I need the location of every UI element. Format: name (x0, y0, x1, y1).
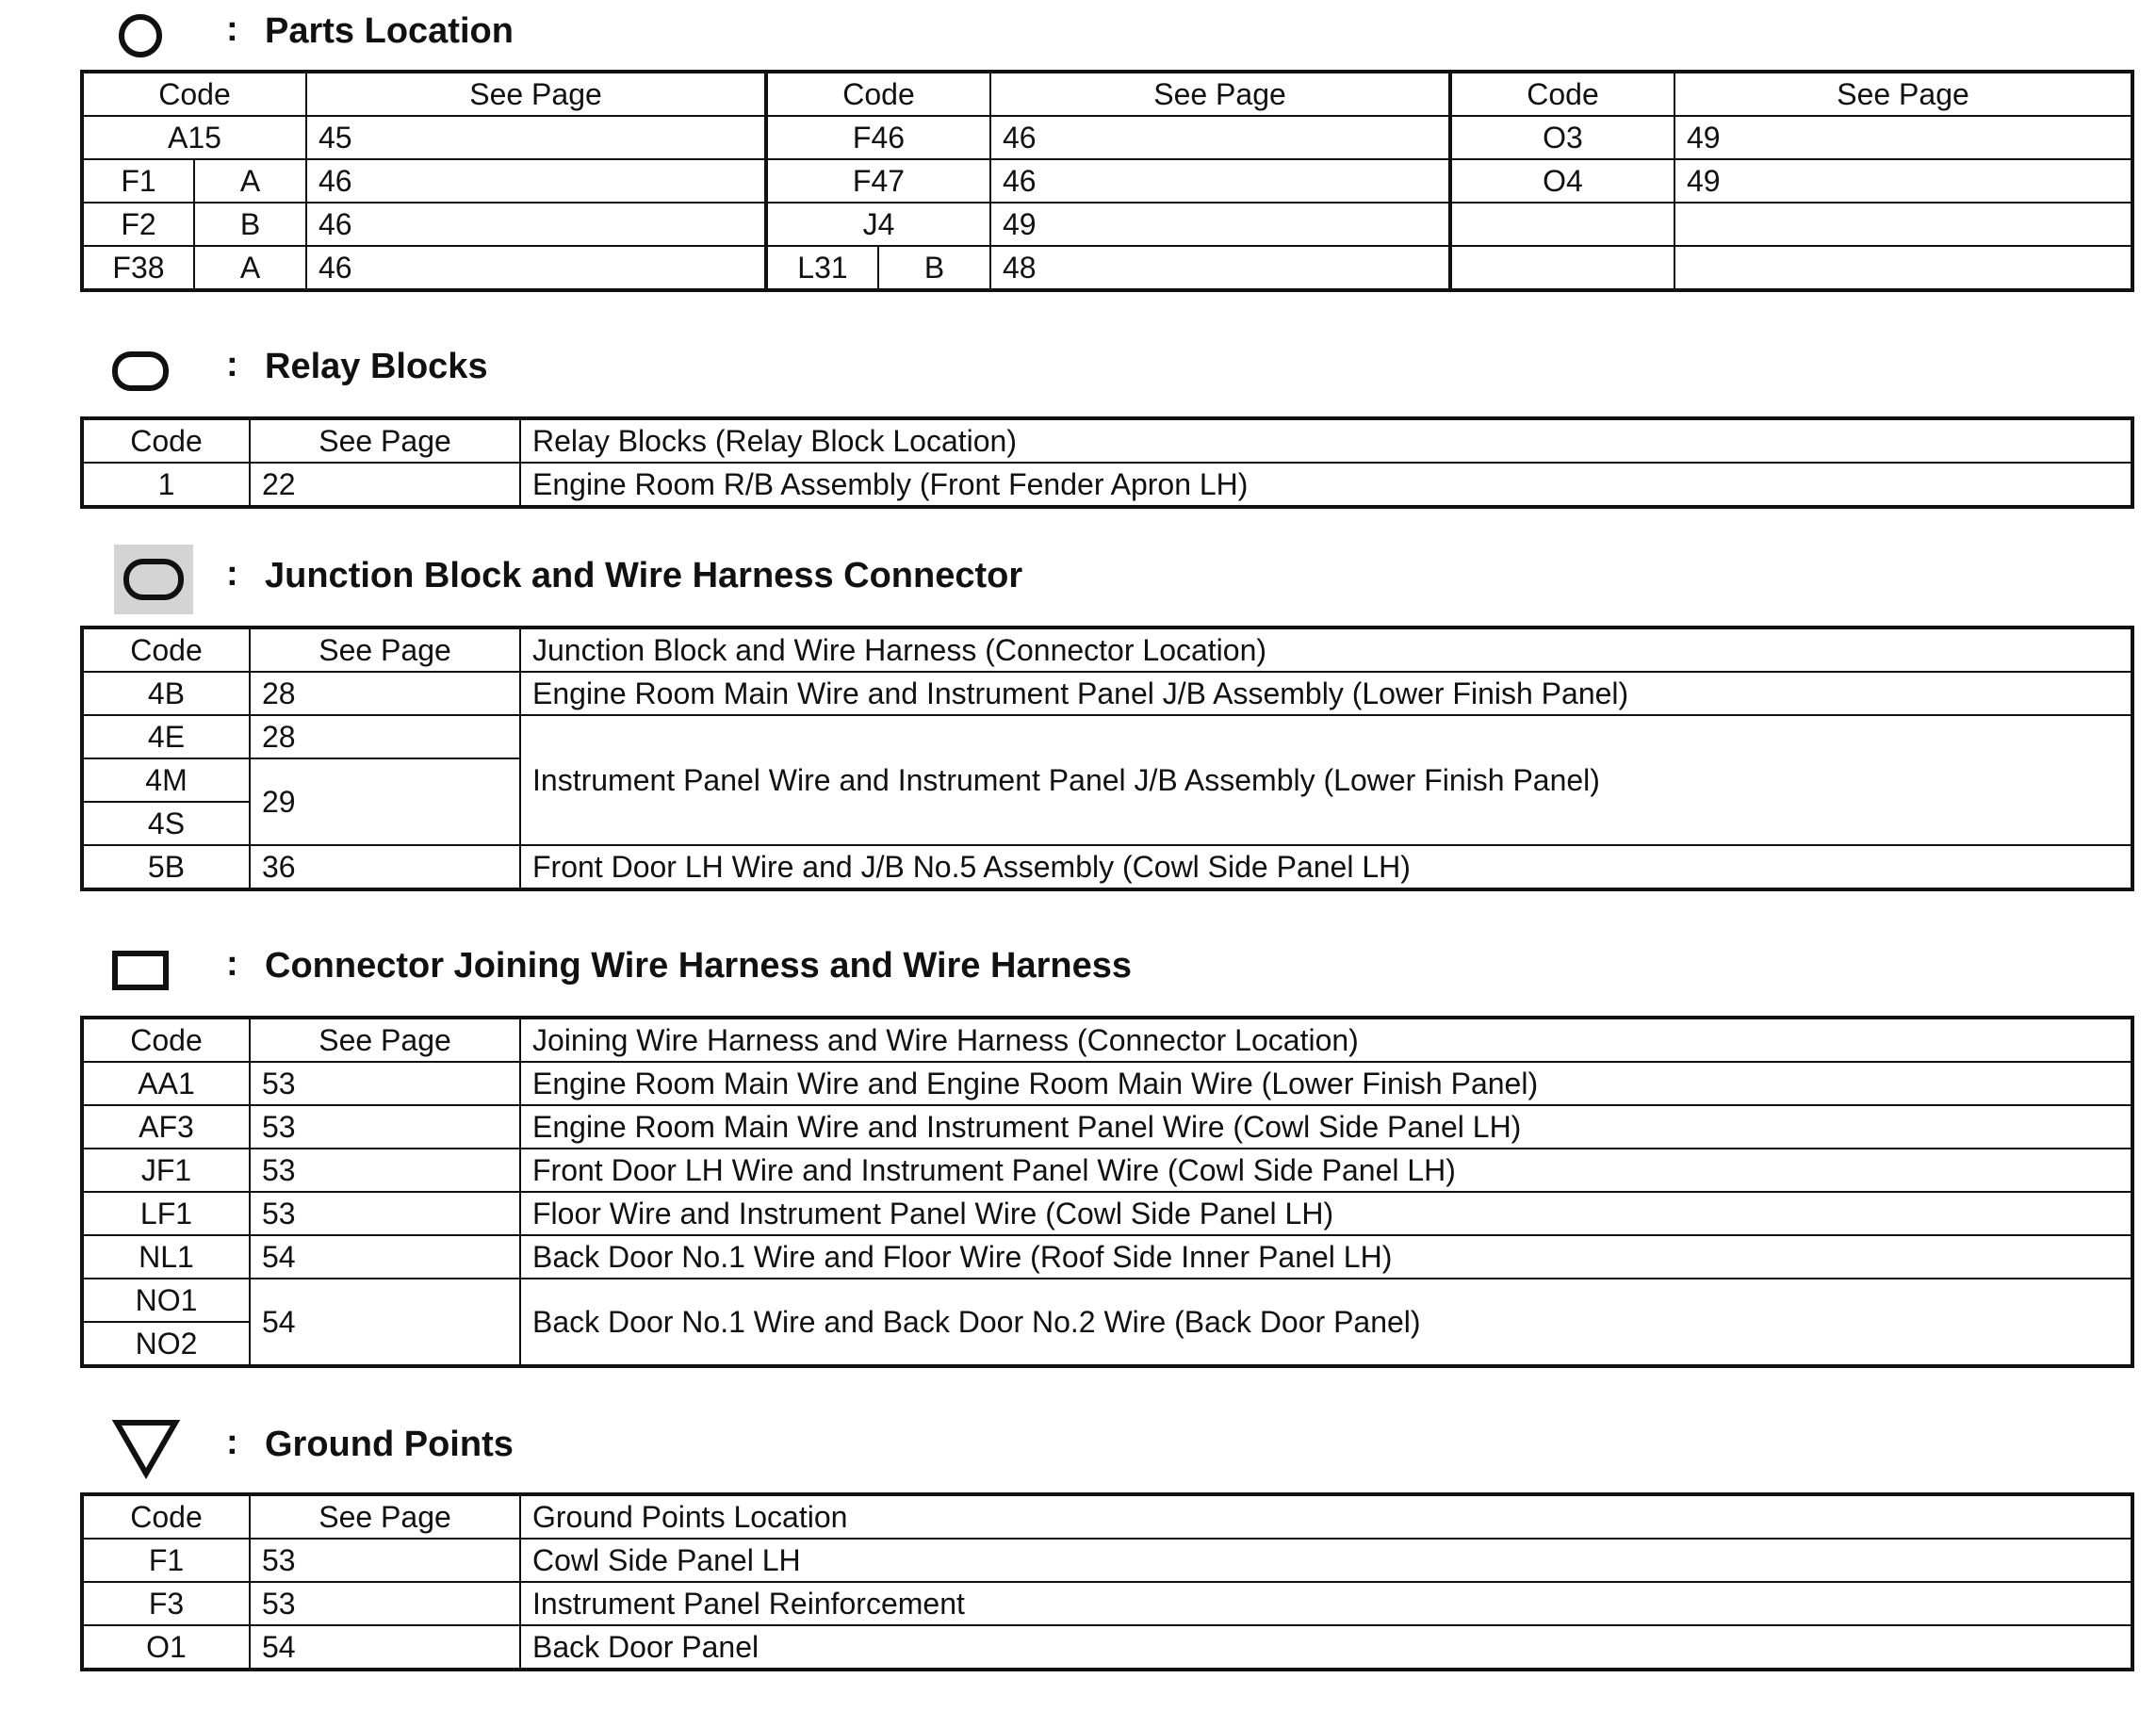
junction-block-colon: : (226, 554, 238, 594)
empty-cell (1674, 203, 2132, 246)
code-cell: NO1 (82, 1279, 250, 1322)
table-row (82, 715, 2132, 758)
table-row (82, 1625, 2132, 1670)
header-see-page: See Page (250, 418, 520, 463)
triangle-icon (112, 1417, 180, 1479)
table-row (82, 845, 2132, 889)
header-description: Ground Points Location (520, 1494, 2132, 1539)
page-cell: 22 (250, 463, 520, 507)
code-cell: J4 (766, 203, 990, 246)
code-cell: F3 (82, 1582, 250, 1625)
ground-points-section (80, 1413, 2131, 1696)
table-header-row (82, 72, 2132, 116)
empty-cell (1450, 203, 1674, 246)
table-row (82, 116, 2132, 159)
description-cell: Front Door LH Wire and Instrument Panel Wire (Cowl Side Panel LH) (520, 1149, 2132, 1192)
page-cell: 45 (306, 116, 766, 159)
sub-code-cell: B (194, 203, 306, 246)
page-cell: 48 (990, 246, 1450, 290)
ground-points-title: Ground Points (265, 1425, 514, 1464)
table-row (82, 159, 2132, 203)
code-cell: O3 (1450, 116, 1674, 159)
code-cell: 4S (82, 802, 250, 845)
table-row (82, 203, 2132, 246)
description-cell: Instrument Panel Reinforcement (520, 1582, 2132, 1625)
page-cell: 54 (250, 1279, 520, 1366)
code-cell: 5B (82, 845, 250, 889)
page-cell: 53 (250, 1105, 520, 1149)
page-cell: 49 (990, 203, 1450, 246)
table-header-row (82, 1018, 2132, 1062)
ground-points-heading (80, 1413, 1399, 1489)
code-cell: F46 (766, 116, 990, 159)
ground-points-table (80, 1492, 2134, 1671)
code-cell: AA1 (82, 1062, 250, 1105)
page-cell: 53 (250, 1539, 520, 1582)
code-cell: L31 (766, 246, 878, 290)
table-row (82, 672, 2132, 715)
header-see-page: See Page (1674, 72, 2132, 116)
page-cell: 49 (1674, 116, 2132, 159)
header-code: Code (82, 1494, 250, 1539)
junction-block-heading (80, 545, 1399, 620)
table-row (82, 463, 2132, 507)
table-row (82, 1539, 2132, 1582)
ground-points-colon: : (226, 1423, 238, 1462)
table-row (82, 1582, 2132, 1625)
parts-location-heading (80, 0, 1399, 75)
header-see-page: See Page (306, 72, 766, 116)
connector-joining-table (80, 1016, 2134, 1368)
header-description: Junction Block and Wire Harness (Connector Location) (520, 627, 2132, 672)
page-cell: 53 (250, 1582, 520, 1625)
header-see-page: See Page (250, 1018, 520, 1062)
circle-icon (112, 11, 169, 60)
empty-cell (1450, 246, 1674, 290)
relay-blocks-section (80, 335, 2131, 514)
code-cell: 4B (82, 672, 250, 715)
relay-blocks-table (80, 416, 2134, 509)
code-cell: 4M (82, 758, 250, 802)
parts-location-table (80, 70, 2134, 292)
code-cell: NO2 (82, 1322, 250, 1366)
page-cell: 46 (306, 246, 766, 290)
header-code: Code (1450, 72, 1674, 116)
connector-joining-heading (80, 935, 1399, 1010)
header-code: Code (82, 72, 306, 116)
relay-blocks-title: Relay Blocks (265, 347, 488, 386)
connector-joining-colon: : (226, 944, 238, 984)
page-cell: 46 (990, 159, 1450, 203)
header-description: Joining Wire Harness and Wire Harness (Connector Location) (520, 1018, 2132, 1062)
page-cell: 46 (990, 116, 1450, 159)
header-see-page: See Page (250, 627, 520, 672)
table-row (82, 1062, 2132, 1105)
page-cell: 53 (250, 1062, 520, 1105)
connector-joining-title: Connector Joining Wire Harness and Wire Harness (265, 946, 1132, 986)
relay-blocks-heading (80, 335, 1399, 411)
code-cell: F2 (82, 203, 194, 246)
code-cell: O4 (1450, 159, 1674, 203)
table-header-row (82, 1494, 2132, 1539)
code-cell: JF1 (82, 1149, 250, 1192)
relay-blocks-colon: : (226, 345, 238, 384)
page-cell: 28 (250, 715, 520, 758)
description-cell: Cowl Side Panel LH (520, 1539, 2132, 1582)
table-row (82, 1192, 2132, 1235)
table-row (82, 1235, 2132, 1279)
description-cell: Front Door LH Wire and J/B No.5 Assembly (Cowl Side Panel LH) (520, 845, 2132, 889)
page-cell: 28 (250, 672, 520, 715)
code-cell: 1 (82, 463, 250, 507)
code-cell: F1 (82, 1539, 250, 1582)
table-row (82, 1279, 2132, 1322)
sub-code-cell: A (194, 159, 306, 203)
description-cell: Back Door Panel (520, 1625, 2132, 1670)
description-cell: Back Door No.1 Wire and Floor Wire (Roof Side Inner Panel LH) (520, 1235, 2132, 1279)
code-cell: F38 (82, 246, 194, 290)
header-code: Code (82, 1018, 250, 1062)
page-cell: 46 (306, 159, 766, 203)
rounded-rect-icon (112, 347, 169, 396)
sub-code-cell: A (194, 246, 306, 290)
code-cell: O1 (82, 1625, 250, 1670)
junction-block-title: Junction Block and Wire Harness Connector (265, 556, 1023, 595)
rectangle-icon (112, 946, 169, 995)
description-cell: Engine Room Main Wire and Instrument Panel J/B Assembly (Lower Finish Panel) (520, 672, 2132, 715)
header-code: Code (82, 627, 250, 672)
page-cell: 29 (250, 758, 520, 845)
header-see-page: See Page (990, 72, 1450, 116)
parts-location-colon: : (226, 9, 238, 49)
page-cell: 53 (250, 1149, 520, 1192)
header-see-page: See Page (250, 1494, 520, 1539)
code-cell: A15 (82, 116, 306, 159)
code-cell: F47 (766, 159, 990, 203)
description-cell: Engine Room Main Wire and Engine Room Main Wire (Lower Finish Panel) (520, 1062, 2132, 1105)
description-cell: Engine Room R/B Assembly (Front Fender Apron LH) (520, 463, 2132, 507)
parts-location-title: Parts Location (265, 11, 514, 51)
description-cell: Engine Room Main Wire and Instrument Panel Wire (Cowl Side Panel LH) (520, 1105, 2132, 1149)
table-row (82, 1105, 2132, 1149)
table-row (82, 246, 2132, 290)
junction-block-table (80, 626, 2134, 891)
description-cell: Back Door No.1 Wire and Back Door No.2 Wire (Back Door Panel) (520, 1279, 2132, 1366)
code-cell: F1 (82, 159, 194, 203)
code-cell: AF3 (82, 1105, 250, 1149)
page-cell: 54 (250, 1625, 520, 1670)
page-cell: 46 (306, 203, 766, 246)
parts-location-section (80, 0, 2131, 301)
page-cell: 54 (250, 1235, 520, 1279)
sub-code-cell: B (878, 246, 990, 290)
connector-joining-section (80, 935, 2131, 1387)
description-cell: Instrument Panel Wire and Instrument Panel J/B Assembly (Lower Finish Panel) (520, 715, 2132, 845)
table-header-row (82, 418, 2132, 463)
page-cell: 53 (250, 1192, 520, 1235)
header-description: Relay Blocks (Relay Block Location) (520, 418, 2132, 463)
shaded-rounded-rect-icon (114, 545, 193, 614)
header-code: Code (82, 418, 250, 463)
empty-cell (1674, 246, 2132, 290)
code-cell: LF1 (82, 1192, 250, 1235)
table-row (82, 1149, 2132, 1192)
table-header-row (82, 627, 2132, 672)
description-cell: Floor Wire and Instrument Panel Wire (Cowl Side Panel LH) (520, 1192, 2132, 1235)
code-cell: NL1 (82, 1235, 250, 1279)
junction-block-section (80, 545, 2131, 903)
page-cell: 49 (1674, 159, 2132, 203)
header-code: Code (766, 72, 990, 116)
code-cell: 4E (82, 715, 250, 758)
page-cell: 36 (250, 845, 520, 889)
